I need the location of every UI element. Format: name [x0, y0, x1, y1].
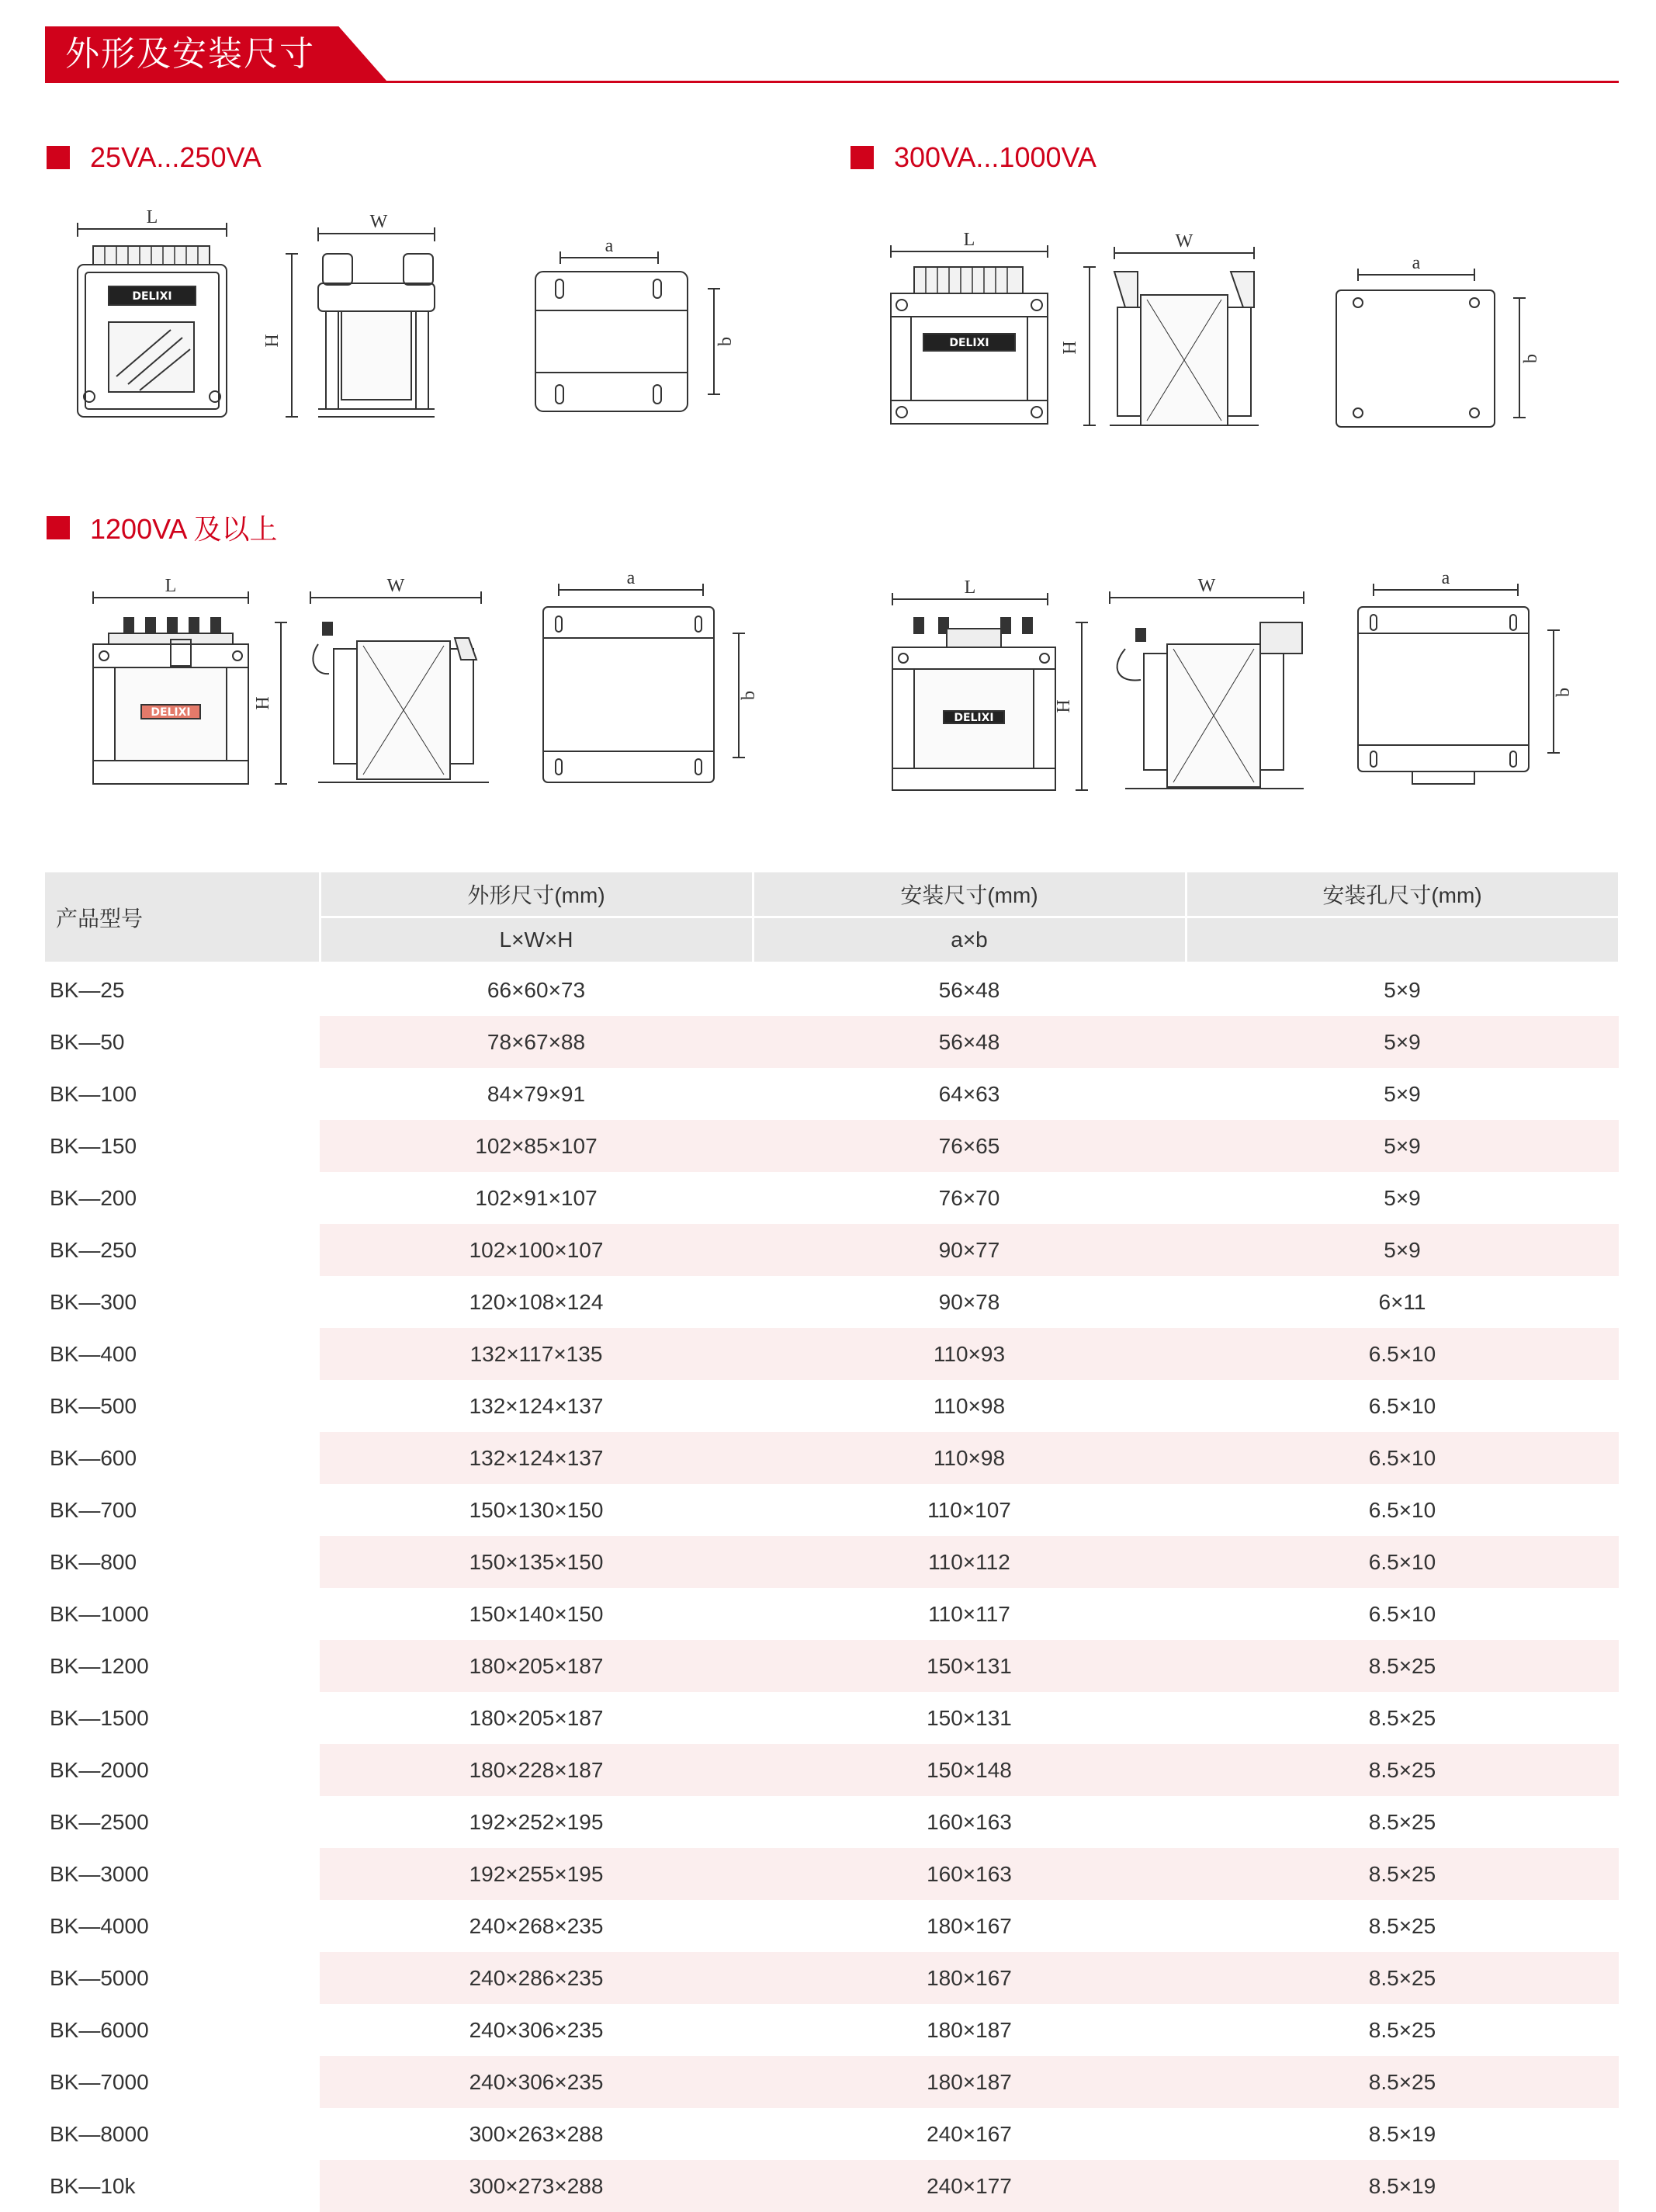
- outer-dimension-cell: 132×117×135: [320, 1328, 753, 1380]
- table-row: [45, 1588, 1619, 1640]
- model-cell: BK—600: [45, 1432, 320, 1484]
- brand-logo: DELIXI: [151, 706, 191, 719]
- dim-label-H: H: [253, 696, 273, 710]
- mount-dimension-cell: 150×131: [753, 1640, 1186, 1692]
- hole-dimension-cell: 8.5×19: [1368, 2121, 1436, 2146]
- model-cell: BK—500: [50, 1393, 137, 1418]
- model-cell: BK—700: [50, 1497, 137, 1522]
- model-cell: BK—5000: [45, 1952, 320, 2004]
- hole-dimension-cell: 8.5×25: [1186, 1744, 1619, 1796]
- dimension-spec-table: [45, 872, 1620, 2212]
- mount-dimension-cell: 110×112: [753, 1536, 1186, 1588]
- mount-dimension-cell: 110×117: [928, 1601, 1010, 1626]
- dim-label-L: L: [165, 576, 177, 596]
- dim-label-b: b: [715, 337, 736, 346]
- outer-dimension-cell: 66×60×73: [487, 977, 586, 1002]
- drawing-mount-holes-1200-b: [1342, 559, 1575, 799]
- page-title: 外形及安装尺寸: [65, 34, 315, 74]
- section-marker-icon: [851, 146, 874, 169]
- outer-dimension-cell: 150×130×150: [469, 1497, 604, 1522]
- hole-dimension-cell: 6×11: [1378, 1289, 1426, 1314]
- hole-dimension-cell: 6.5×10: [1186, 1328, 1619, 1380]
- hole-dimension-cell: 5×9: [1186, 1120, 1619, 1172]
- hole-dimension-cell: 6.5×10: [1186, 1536, 1619, 1588]
- outer-dimension-cell: 78×67×88: [320, 1016, 753, 1068]
- drawing-side-view-25-250: [264, 206, 458, 431]
- model-cell: BK—100: [50, 1081, 137, 1106]
- page-title-bar: [45, 26, 1619, 84]
- table-row: [45, 1484, 1619, 1536]
- table-row: [45, 2004, 1619, 2056]
- outer-dimension-cell: 240×268×235: [469, 1913, 604, 1938]
- table-row: [45, 1172, 1619, 1224]
- drawing-side-view-300-1000: [1060, 231, 1273, 435]
- hole-dimension-cell: 5×9: [1384, 1081, 1421, 1106]
- outer-dimension-cell: 240×306×235: [469, 2017, 604, 2042]
- model-cell: BK—6000: [50, 2017, 149, 2042]
- outer-dimension-cell: 132×124×137: [320, 1432, 753, 1484]
- mount-dimension-cell: 150×131: [927, 1705, 1012, 1730]
- drawing-mount-holes-1200-a: [528, 559, 760, 792]
- mount-dimension-cell: 180×167: [753, 1952, 1186, 2004]
- title-underline: [45, 81, 1619, 83]
- table-row: [45, 1744, 1619, 1796]
- section-header-300-1000: [851, 141, 1096, 174]
- model-cell: BK—200: [50, 1185, 137, 1210]
- outer-dimension-cell: 240×306×235: [320, 2056, 753, 2108]
- header-model: 产品型号: [45, 872, 320, 963]
- header-outer-sub: L×W×H: [320, 917, 753, 963]
- model-cell: BK—4000: [50, 1913, 149, 1938]
- mount-dimension-cell: 150×148: [753, 1744, 1186, 1796]
- hole-dimension-cell: 8.5×25: [1368, 2017, 1436, 2042]
- hole-dimension-cell: 8.5×25: [1368, 1913, 1436, 1938]
- model-cell: BK—3000: [45, 1848, 320, 1900]
- section-marker-icon: [47, 516, 70, 539]
- dim-label-W: W: [1197, 576, 1216, 596]
- mount-dimension-cell: 160×163: [753, 1848, 1186, 1900]
- model-cell: BK—400: [45, 1328, 320, 1380]
- model-cell: BK—1000: [50, 1601, 149, 1626]
- header-outer-dimensions: 外形尺寸(mm): [320, 872, 753, 917]
- drawing-front-view-300-1000: [877, 230, 1063, 435]
- outer-dimension-cell: 180×205×187: [320, 1640, 753, 1692]
- mount-dimension-cell: 180×187: [927, 2017, 1012, 2042]
- hole-dimension-cell: 8.5×25: [1368, 1809, 1436, 1834]
- hole-dimension-cell: 6.5×10: [1368, 1497, 1436, 1522]
- outer-dimension-cell: 240×286×235: [320, 1952, 753, 2004]
- dim-label-W: W: [386, 576, 405, 596]
- drawing-mount-holes-300-1000: [1319, 241, 1544, 435]
- table-row: [45, 1380, 1619, 1432]
- hole-dimension-cell: 8.5×25: [1186, 1952, 1619, 2004]
- hole-dimension-cell: 8.5×25: [1186, 1848, 1619, 1900]
- mount-dimension-cell: 110×107: [927, 1497, 1011, 1522]
- model-cell: BK—250: [45, 1224, 320, 1276]
- hole-dimension-cell: 5×9: [1384, 1185, 1421, 1210]
- drawing-mount-holes-25-250: [520, 225, 737, 419]
- brand-logo: DELIXI: [949, 337, 989, 349]
- table-row: [45, 2108, 1619, 2160]
- model-cell: BK—8000: [50, 2121, 149, 2146]
- table-row: [45, 1848, 1619, 1900]
- section-header-1200-up: [47, 508, 277, 547]
- drawing-front-view-25-250: [62, 206, 248, 431]
- mount-dimension-cell: 110×98: [933, 1393, 1006, 1418]
- dim-label-a: a: [626, 568, 636, 588]
- outer-dimension-cell: 120×108×124: [469, 1289, 604, 1314]
- dim-label-b: b: [1521, 354, 1541, 363]
- model-cell: BK—300: [50, 1289, 137, 1314]
- model-cell: BK—1200: [45, 1640, 320, 1692]
- table-row: [45, 1068, 1619, 1120]
- section-title: 300VA...1000VA: [894, 141, 1096, 173]
- drawing-side-view-1200-a: [303, 574, 504, 792]
- hole-dimension-cell: 5×9: [1384, 977, 1421, 1002]
- table-row: [45, 1536, 1619, 1588]
- hole-dimension-cell: 8.5×19: [1186, 2160, 1619, 2212]
- outer-dimension-cell: 180×205×187: [469, 1705, 604, 1730]
- table-row: [45, 1692, 1619, 1744]
- dim-label-a: a: [1412, 253, 1421, 273]
- mount-dimension-cell: 110×93: [753, 1328, 1186, 1380]
- table-row: [45, 1432, 1619, 1484]
- model-cell: BK—1500: [50, 1705, 149, 1730]
- hole-dimension-cell: 8.5×25: [1368, 1705, 1436, 1730]
- table-row: [45, 1276, 1619, 1328]
- table-row: [45, 2056, 1619, 2108]
- hole-dimension-cell: 6.5×10: [1368, 1601, 1436, 1626]
- outer-dimension-cell: 132×124×137: [469, 1393, 604, 1418]
- mount-dimension-cell: 240×167: [927, 2121, 1012, 2146]
- outer-dimension-cell: 150×140×150: [469, 1601, 604, 1626]
- model-cell: BK—2500: [50, 1809, 149, 1834]
- mount-dimension-cell: 180×187: [753, 2056, 1186, 2108]
- model-cell: BK—25: [50, 977, 125, 1002]
- table-row: [45, 1224, 1619, 1276]
- table-row: [45, 1952, 1619, 2004]
- outer-dimension-cell: 102×85×107: [320, 1120, 753, 1172]
- model-cell: BK—150: [45, 1120, 320, 1172]
- dim-label-W: W: [369, 212, 388, 232]
- outer-dimension-cell: 192×252×195: [469, 1809, 604, 1834]
- section-header-25-250: [47, 141, 262, 174]
- mount-dimension-cell: 90×77: [753, 1224, 1186, 1276]
- hole-dimension-cell: 8.5×25: [1186, 2056, 1619, 2108]
- outer-dimension-cell: 102×91×107: [475, 1185, 598, 1210]
- table-row: [45, 963, 1619, 1017]
- hole-dimension-cell: 6.5×10: [1186, 1432, 1619, 1484]
- header-hole-sub: [1186, 917, 1619, 963]
- header-hole-dimensions: 安装孔尺寸(mm): [1186, 872, 1619, 917]
- dim-label-a: a: [605, 236, 614, 256]
- table-row: [45, 1900, 1619, 1952]
- dim-label-b: b: [739, 691, 759, 700]
- mount-dimension-cell: 76×70: [938, 1185, 1000, 1210]
- dim-label-L: L: [146, 207, 158, 227]
- mount-dimension-cell: 180×167: [927, 1913, 1012, 1938]
- mount-dimension-cell: 90×78: [938, 1289, 1000, 1314]
- table-row: [45, 2160, 1619, 2212]
- model-cell: BK—800: [45, 1536, 320, 1588]
- header-mount-sub: a×b: [753, 917, 1186, 963]
- dim-label-L: L: [964, 577, 976, 598]
- table-row: [45, 1016, 1619, 1068]
- outer-dimension-cell: 84×79×91: [487, 1081, 586, 1106]
- mount-dimension-cell: 240×177: [753, 2160, 1186, 2212]
- model-cell: BK—10k: [45, 2160, 320, 2212]
- outer-dimension-cell: 300×273×288: [320, 2160, 753, 2212]
- table-row: [45, 1328, 1619, 1380]
- section-title: 1200VA 及以上: [90, 513, 278, 545]
- mount-dimension-cell: 56×48: [938, 977, 1000, 1002]
- dim-label-a: a: [1441, 568, 1450, 588]
- mount-dimension-cell: 110×98: [753, 1432, 1186, 1484]
- table-row: [45, 1796, 1619, 1848]
- section-marker-icon: [47, 146, 70, 169]
- table-row: [45, 1120, 1619, 1172]
- dim-label-W: W: [1175, 231, 1193, 251]
- section-title: 25VA...250VA: [90, 141, 262, 173]
- header-mount-dimensions: 安装尺寸(mm): [753, 872, 1186, 917]
- hole-dimension-cell: 5×9: [1186, 1224, 1619, 1276]
- outer-dimension-cell: 102×100×107: [320, 1224, 753, 1276]
- dim-label-H: H: [1054, 699, 1074, 713]
- outer-dimension-cell: 150×135×150: [320, 1536, 753, 1588]
- drawing-front-view-1200-b: [877, 574, 1102, 799]
- brand-logo: DELIXI: [954, 712, 994, 724]
- outer-dimension-cell: 192×255×195: [320, 1848, 753, 1900]
- mount-dimension-cell: 56×48: [753, 1016, 1186, 1068]
- model-cell: BK—2000: [45, 1744, 320, 1796]
- dim-label-H: H: [1060, 341, 1080, 355]
- dim-label-L: L: [963, 230, 975, 250]
- dim-label-b: b: [1554, 688, 1574, 697]
- mount-dimension-cell: 64×63: [938, 1081, 1000, 1106]
- hole-dimension-cell: 6.5×10: [1368, 1393, 1436, 1418]
- table-row: [45, 1640, 1619, 1692]
- drawing-front-view-1200-a: [78, 574, 295, 792]
- model-cell: BK—7000: [45, 2056, 320, 2108]
- mount-dimension-cell: 160×163: [927, 1809, 1012, 1834]
- dim-label-H: H: [262, 334, 282, 348]
- mount-dimension-cell: 76×65: [753, 1120, 1186, 1172]
- outer-dimension-cell: 180×228×187: [320, 1744, 753, 1796]
- brand-logo: DELIXI: [132, 290, 172, 303]
- hole-dimension-cell: 8.5×25: [1186, 1640, 1619, 1692]
- drawing-side-view-1200-b: [1102, 574, 1327, 799]
- outer-dimension-cell: 300×263×288: [469, 2121, 604, 2146]
- hole-dimension-cell: 5×9: [1186, 1016, 1619, 1068]
- model-cell: BK—50: [45, 1016, 320, 1068]
